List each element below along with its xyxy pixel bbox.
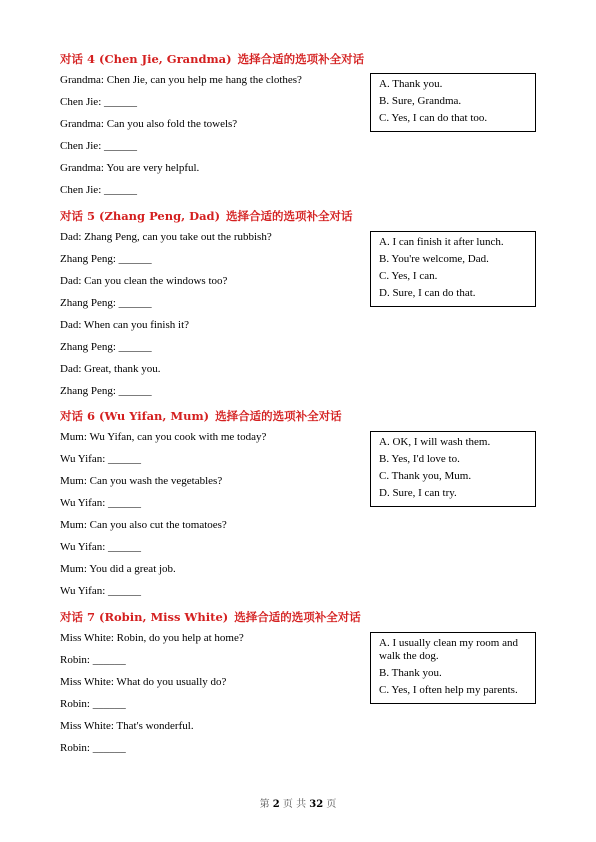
option-a: A. I can finish it after lunch. bbox=[379, 236, 504, 248]
dialogue-line: Zhang Peng: ______ bbox=[60, 341, 152, 353]
options-box bbox=[370, 431, 536, 507]
option-c: C. Yes, I often help my parents. bbox=[379, 684, 518, 696]
option-c: C. Thank you, Mum. bbox=[379, 470, 472, 482]
dialogue-line: Mum: You did a great job. bbox=[60, 563, 176, 575]
dialogue-line: Grandma: Can you also fold the towels? bbox=[60, 118, 238, 130]
option-a: A. OK, I will wash them. bbox=[379, 436, 491, 448]
total-pages-number: 32 bbox=[309, 799, 324, 810]
footer-suffix: 页 bbox=[326, 799, 337, 810]
option-b: B. You're welcome, Dad. bbox=[379, 253, 489, 265]
option-b: B. Thank you. bbox=[379, 667, 442, 679]
dialogue-line: Miss White: Robin, do you help at home? bbox=[60, 632, 244, 644]
dialogue-line: Zhang Peng: ______ bbox=[60, 297, 152, 309]
dialogue-section-4 bbox=[60, 50, 538, 204]
option-a: A. Thank you. bbox=[379, 78, 443, 90]
option-d: D. Sure, I can try. bbox=[379, 487, 457, 499]
dialogue-line: Grandma: Chen Jie, can you help me hang the clothes? bbox=[60, 74, 302, 86]
dialogue-line: Wu Yifan: ______ bbox=[60, 585, 142, 597]
dialogue-line: Dad: Zhang Peng, can you take out the rubbish? bbox=[60, 231, 272, 243]
options-box bbox=[370, 632, 536, 704]
dialogue-line: Zhang Peng: ______ bbox=[60, 253, 152, 265]
option-b: B. Yes, I'd love to. bbox=[379, 453, 460, 465]
dialogue-line: Wu Yifan: ______ bbox=[60, 541, 142, 553]
dialogue-line: Robin: ______ bbox=[60, 698, 126, 710]
option-c: C. Yes, I can do that too. bbox=[379, 112, 488, 124]
dialogue-line: Miss White: What do you usually do? bbox=[60, 676, 227, 688]
dialogue-line: Mum: Can you also cut the tomatoes? bbox=[60, 519, 227, 531]
dialogue-line: Dad: When can you finish it? bbox=[60, 319, 190, 331]
option-d: D. Sure, I can do that. bbox=[379, 287, 476, 299]
page-footer bbox=[0, 795, 596, 810]
dialogue-title: 对话 4 (Chen Jie, Grandma) 选择合适的选项补全对话 bbox=[60, 52, 365, 66]
option-a: A. I usually clean my room and walk the dog. bbox=[379, 637, 518, 662]
dialogue-line: Robin: ______ bbox=[60, 654, 126, 666]
options-box bbox=[370, 73, 536, 132]
dialogue-line: Dad: Can you clean the windows too? bbox=[60, 275, 228, 287]
option-c: C. Yes, I can. bbox=[379, 270, 438, 282]
dialogue-section-6 bbox=[60, 407, 538, 605]
option-b: B. Sure, Grandma. bbox=[379, 95, 462, 107]
dialogue-title: 对话 6 (Wu Yifan, Mum) 选择合适的选项补全对话 bbox=[60, 409, 342, 423]
dialogue-line: Chen Jie: ______ bbox=[60, 96, 137, 108]
footer-middle: 页 共 bbox=[282, 799, 307, 810]
dialogue-line: Robin: ______ bbox=[60, 742, 126, 754]
dialogue-title: 对话 5 (Zhang Peng, Dad) 选择合适的选项补全对话 bbox=[60, 209, 353, 223]
dialogue-line: Chen Jie: ______ bbox=[60, 184, 137, 196]
dialogue-line: Mum: Wu Yifan, can you cook with me today? bbox=[60, 431, 267, 443]
dialogue-line: Chen Jie: ______ bbox=[60, 140, 137, 152]
dialogue-line: Grandma: You are very helpful. bbox=[60, 162, 200, 174]
dialogue-title: 对话 7 (Robin, Miss White) 选择合适的选项补全对话 bbox=[60, 610, 361, 624]
dialogue-line: Wu Yifan: ______ bbox=[60, 497, 142, 509]
dialogue-line: Dad: Great, thank you. bbox=[60, 363, 161, 375]
current-page-number: 2 bbox=[272, 799, 280, 810]
options-box bbox=[370, 231, 536, 307]
dialogue-line: Miss White: That's wonderful. bbox=[60, 720, 194, 732]
dialogue-section-5 bbox=[60, 207, 538, 405]
dialogue-line: Zhang Peng: ______ bbox=[60, 385, 152, 397]
dialogue-line: Mum: Can you wash the vegetables? bbox=[60, 475, 223, 487]
dialogue-section-7 bbox=[60, 608, 538, 762]
footer-prefix: 第 bbox=[259, 799, 270, 810]
dialogue-line: Wu Yifan: ______ bbox=[60, 453, 142, 465]
